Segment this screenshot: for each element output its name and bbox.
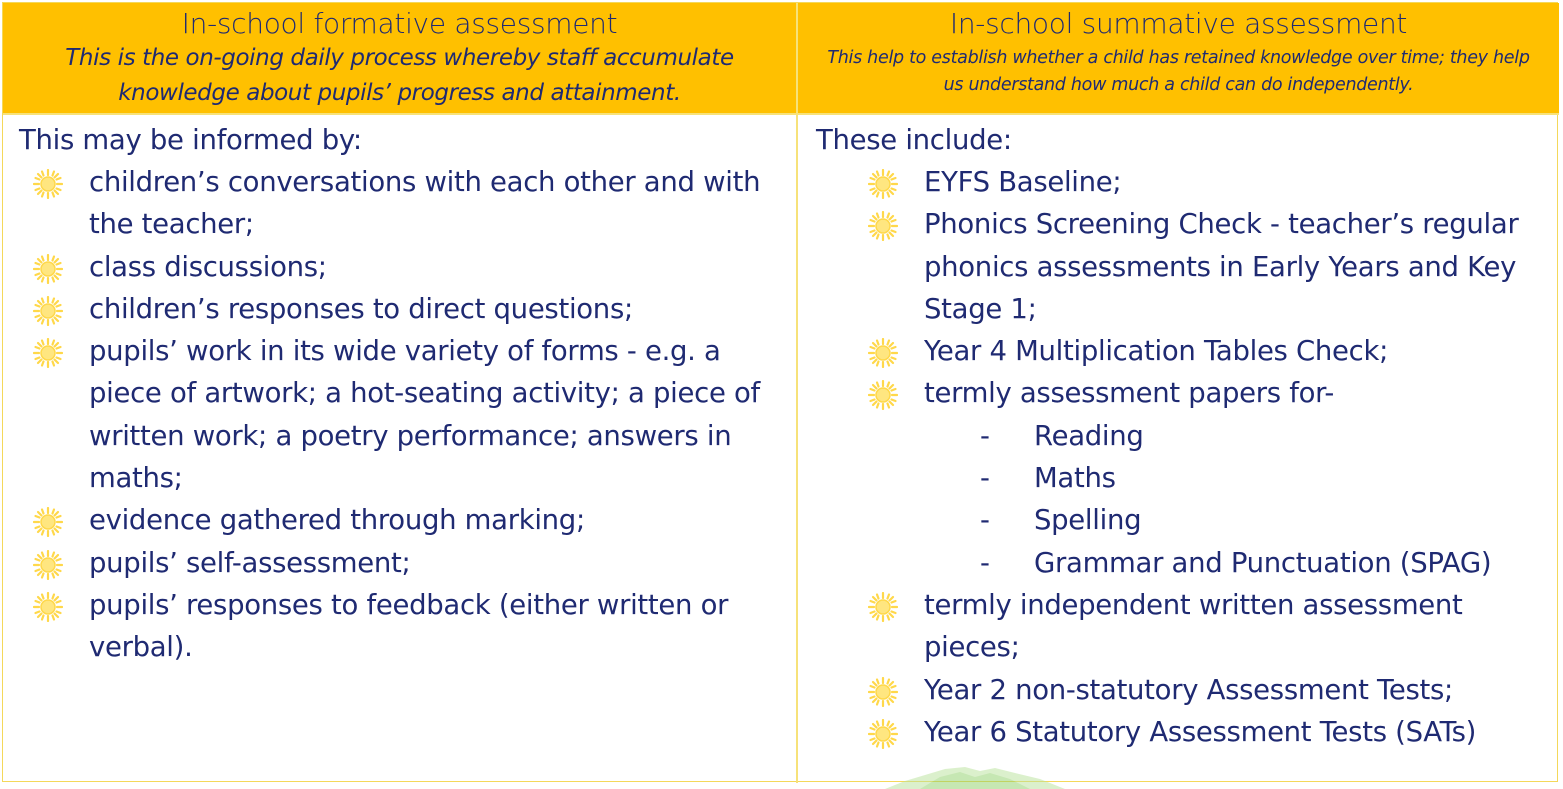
dash-marker: - [980, 504, 990, 537]
dash-marker: - [980, 546, 990, 579]
list-item-text: Year 6 Statutory Assessment Tests (SATs) [924, 715, 1477, 748]
sun-icon [33, 254, 63, 284]
sun-icon [33, 296, 63, 326]
sublist-item [924, 542, 1554, 584]
dash-marker: - [980, 419, 990, 452]
sun-icon [868, 338, 898, 368]
list-item [924, 161, 1554, 203]
list-item [924, 584, 1554, 669]
list-item-text: Year 4 Multiplication Tables Check; [924, 335, 1389, 368]
list-item-text: children’s conversations with each other and with the teacher; [89, 166, 761, 241]
list-item-text: termly assessment papers for- [924, 377, 1335, 410]
sun-icon [868, 719, 898, 749]
formative-intro: This may be informed by: [19, 124, 362, 156]
list-item-text: children’s responses to direct questions; [89, 292, 633, 325]
sun-icon [868, 592, 898, 622]
sublist-item-text: Grammar and Punctuation (SPAG) [1034, 546, 1492, 579]
formative-description: This is the on-going daily process whereby staff accumulate knowledge about pupils’ progress and attainment. [65, 45, 734, 106]
summative-description: This help to establish whether a child has retained knowledge over time; they help us understand how much a child can do independently. [827, 48, 1530, 95]
list-item [89, 288, 779, 330]
list-item-text: termly independent written assessment pieces; [924, 588, 1463, 664]
sun-icon [868, 211, 898, 241]
formative-body [3, 115, 798, 783]
list-item [924, 372, 1554, 583]
sun-icon [33, 169, 63, 199]
list-item-text: evidence gathered through marking; [89, 504, 585, 537]
sublist-item-text: Spelling [1034, 504, 1142, 537]
list-item-text: pupils’ responses to feedback (either written or verbal). [89, 588, 729, 664]
summative-intro: These include: [816, 124, 1012, 156]
list-item-text: EYFS Baseline; [924, 166, 1122, 198]
summative-list [924, 161, 1554, 753]
list-item-text: Phonics Screening Check - teacher’s regular phonics assessments in Early Years and Key Stage 1; [924, 208, 1519, 325]
list-item-text: pupils’ work in its wide variety of forms - e.g. a piece of artwork; a hot-seating activity; a piece of written work; a poetry performance; answers in maths; [89, 335, 760, 495]
list-item [924, 711, 1554, 753]
list-item-text: class discussions; [89, 250, 327, 283]
sun-icon [33, 550, 63, 580]
dash-marker: - [980, 462, 990, 495]
sun-icon [868, 677, 898, 707]
list-item [924, 203, 1554, 330]
list-item [89, 246, 779, 288]
list-item-text: pupils’ self-assessment; [89, 546, 411, 579]
summative-title: In-school summative assessment [949, 7, 1408, 40]
summative-body [798, 115, 1559, 783]
summative-header [798, 3, 1559, 115]
formative-header [3, 3, 798, 115]
assessment-table [2, 2, 1558, 782]
sun-icon [33, 507, 63, 537]
sun-icon [868, 380, 898, 410]
list-item [89, 330, 779, 499]
list-item [89, 499, 779, 541]
list-item-text: Year 2 non-statutory Assessment Tests; [924, 673, 1453, 706]
formative-title: In-school formative assessment [181, 7, 618, 40]
sublist-item [924, 415, 1554, 457]
sublist-item [924, 499, 1554, 541]
list-item [89, 542, 779, 584]
formative-list [89, 161, 779, 669]
list-item [89, 584, 779, 669]
sun-icon [868, 169, 898, 199]
sublist-item-text: Maths [1034, 462, 1116, 495]
list-item [924, 669, 1554, 711]
sun-icon [33, 592, 63, 622]
sun-icon [33, 338, 63, 368]
subject-sublist [924, 415, 1554, 584]
leaf-watermark-icon [880, 765, 1070, 789]
list-item [89, 161, 779, 246]
sublist-item-text: Reading [1034, 419, 1144, 452]
sublist-item [924, 457, 1554, 499]
list-item [924, 330, 1554, 372]
